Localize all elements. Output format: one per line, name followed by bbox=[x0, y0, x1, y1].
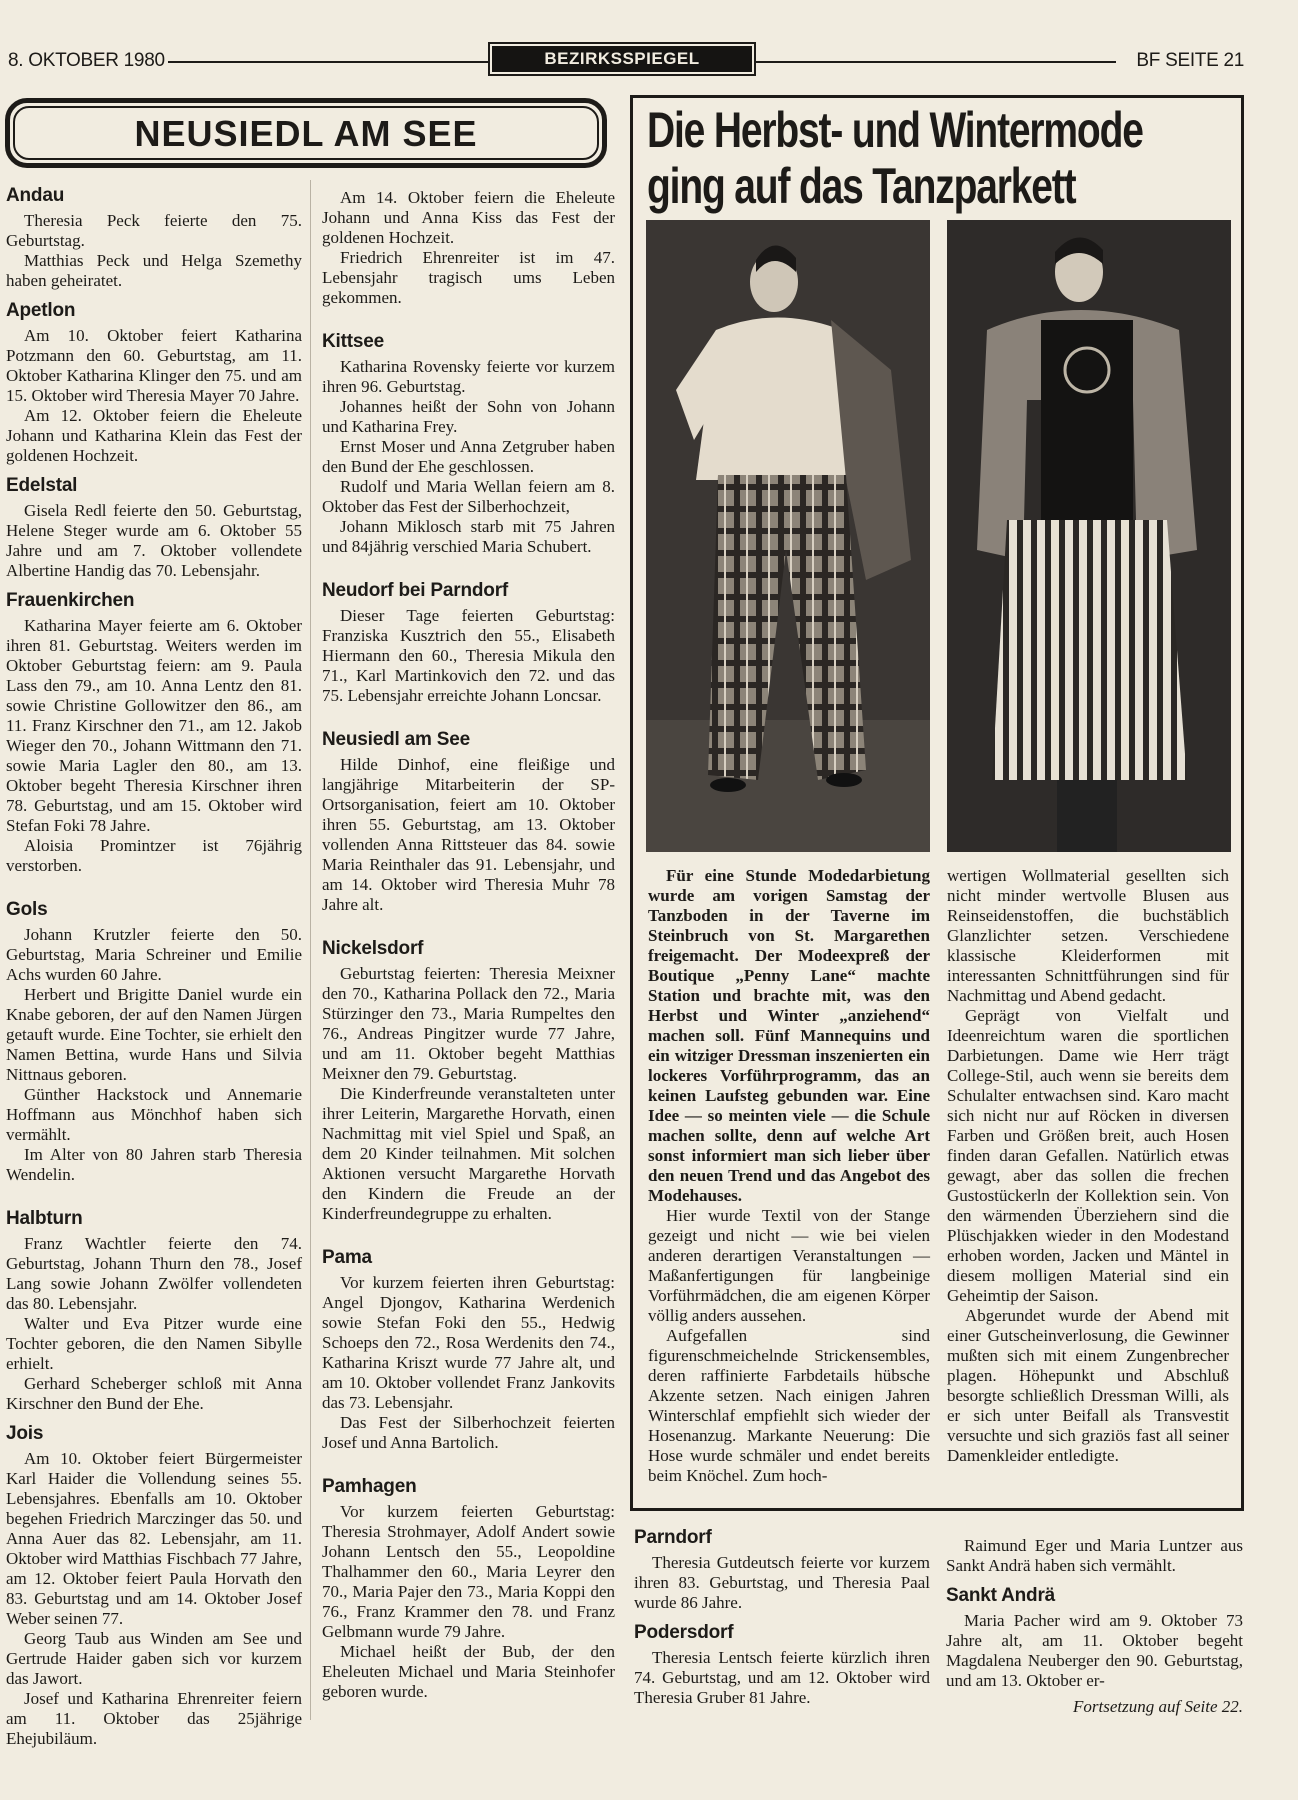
news-item: Michael heißt der Bub, der den Eheleuten Michael und Maria Steinhofer geboren wurde. bbox=[322, 1642, 615, 1701]
news-item: Franz Wachtler feierte den 74. Geburtstag, Johann Thurn den 78., Josef Lang sowie Johann Zwölfer vollendeten das 80. Lebensjahr. bbox=[6, 1234, 302, 1313]
news-item: Vor kurzem feierten Geburtstag: Theresia Strohmayer, Adolf Andert sowie Johann Lentsch den 55., Leopoldine Thalhammer den 60., Maria Leyrer den 70., Maria Pajer den 73., Maria Koppi den 76., Franz Krammer den 78. und Franz Gelbmann wurde 79 Jahre. bbox=[322, 1502, 615, 1641]
headline-line-2: ging auf das Tanzparkett bbox=[647, 158, 1076, 214]
section-heading: Neusiedl am See bbox=[322, 729, 471, 750]
photo-model-fur-jacket bbox=[947, 220, 1231, 852]
fashion-article bbox=[630, 95, 1244, 1511]
news-item: Am 10. Oktober feiert Bürgermeister Karl Haider die Vollendung seines 55. Lebensjahres. Ebenfalls am 10. Oktober begehen Friedrich Marczinger das 50. und Anna Auer das 82. Lebensjahr, am 11. Oktober wird Matthias Fischbach 77 Jahre, am 12. Oktober feiert Paula Horvath den 83. Geburtstag und am 14. Oktober Josef Weber seinen 77. bbox=[6, 1449, 302, 1628]
news-item: Friedrich Ehrenreiter ist im 47. Lebensjahr tragisch ums Leben gekommen. bbox=[322, 248, 615, 307]
news-item: Aloisia Promintzer ist 76jährig verstorben. bbox=[6, 836, 302, 875]
article-column-1 bbox=[648, 866, 930, 1486]
section-heading: Andau bbox=[6, 185, 65, 206]
news-item: Georg Taub aus Winden am See und Gertrude Haider gaben sich vor kurzem das Jawort. bbox=[6, 1629, 302, 1688]
photo-model-plaid-trousers bbox=[646, 220, 930, 852]
section-heading: Gols bbox=[6, 899, 48, 920]
news-item: Walter und Eva Pitzer wurde eine Tochter geboren, die den Namen Sibylle erhielt. bbox=[6, 1314, 302, 1373]
section-heading: Parndorf bbox=[634, 1527, 712, 1548]
column-divider bbox=[310, 180, 311, 1720]
news-item: Am 10. Oktober feiert Katharina Potzmann den 60. Geburtstag, am 11. Oktober Katharina Klinger den 75. und am 15. Oktober wird Theresia Mayer 70 Jahre. bbox=[6, 326, 302, 405]
news-item: Vor kurzem feierten ihren Geburtstag: Angel Djongov, Katharina Werdenich sowie Stefan Foki den 55., Hedwig Schoeps den 72., Rosa Werdenits den 74., Katharina Kriszt wurde 77 Jahre alt, und am 10. Oktober vollendet Franz Jankovits das 73. Lebensjahr. bbox=[322, 1273, 615, 1412]
section-heading: Neudorf bei Parndorf bbox=[322, 580, 509, 601]
article-headline bbox=[647, 102, 1240, 214]
news-item: Das Fest der Silberhochzeit feierten Josef und Anna Bartolich. bbox=[322, 1413, 615, 1452]
section-heading: Podersdorf bbox=[634, 1622, 734, 1643]
section-heading: Edelstal bbox=[6, 475, 78, 496]
article-lead: Für eine Stunde Modedarbietung wurde am vorigen Samstag der Tanzboden in der Taverne im Steinbruch von St. Margarethen freigemacht. Der Modeexpreß der Boutique „Penny Lane“ machte Station und brachte mit, was den Herbst und Winter „anziehend“ machen soll. Fünf Mannequins und ein witziger Dressman inszenierten ein lockeres Vorführprogramm, das an keinen Laufsteg gebunden war. Eine Idee — so meinten viele — die Schule machen sollte, denn auf welche Art sonst informiert man sich lieber über den neuen Trend und das Angebot des Modehauses. bbox=[648, 866, 930, 1205]
news-item: Katharina Mayer feierte am 6. Oktober ihren 81. Geburtstag. Weiters werden im Oktober Geburtstag feiern: am 9. Paula Lass den 79., am 10. Anna Lentz den 81. sowie Christine Gollowitzer den 86., am 11. Franz Kirschner den 71., am 12. Jakob Wieger den 70., Johann Wittmann den 71. sowie Maria Lagler den 80., am 13. Oktober begeht Theresia Kirschner ihren 78. Geburtstag, und am 15. Oktober wird Stefan Foki 78 Jahre. bbox=[6, 616, 302, 835]
region-banner-title: NEUSIEDL AM SEE bbox=[13, 106, 599, 160]
news-item: Rudolf und Maria Wellan feiern am 8. Oktober das Fest der Silberhochzeit, bbox=[322, 477, 615, 516]
news-column-2 bbox=[322, 188, 615, 1702]
section-label-box bbox=[488, 42, 756, 76]
section-heading: Pamhagen bbox=[322, 1476, 417, 1497]
news-item: Gisela Redl feierte den 50. Geburtstag, Helene Steger wurde am 6. Oktober 55 Jahre und am 7. Oktober vollendete Albertine Handig das 70. Lebensjahr. bbox=[6, 501, 302, 580]
article-paragraph: Hier wurde Textil von der Stange gezeigt und nicht — wie bei vielen anderen derartigen Veranstaltungen — Maßanfertigungen für langbeinige Vorführmädchen, die am eigenen Körper völlig anders aussehen. bbox=[648, 1206, 930, 1325]
news-item: Am 14. Oktober feiern die Eheleute Johann und Anna Kiss das Fest der goldenen Hochzeit. bbox=[322, 188, 615, 247]
news-item: Hilde Dinhof, eine fleißige und langjährige Mitarbeiterin der SP-Ortsorganisation, feiert am 10. Oktober ihren 55. Geburtstag, am 13. Oktober vollenden Anna Rittsteuer das 84. sowie Maria Reinthaler das 91. Lebensjahr, und am 14. Oktober wird Theresia Muhr 78 Jahre alt. bbox=[322, 755, 615, 914]
section-heading: Halbturn bbox=[6, 1208, 83, 1229]
masthead-rule-left bbox=[168, 61, 488, 63]
news-bottom-right bbox=[946, 1536, 1243, 1717]
section-heading: Apetlon bbox=[6, 300, 76, 321]
masthead bbox=[0, 40, 1298, 80]
section-heading: Jois bbox=[6, 1423, 44, 1444]
news-item: Am 12. Oktober feiern die Eheleute Johann und Katharina Klein das Fest der goldenen Hochzeit. bbox=[6, 406, 302, 465]
section-label: BEZIRKSSPIEGEL bbox=[492, 46, 752, 72]
news-item: Johann Krutzler feierte den 50. Geburtstag, Maria Schreiner und Emilie Achs wurden 60 Jahre. bbox=[6, 925, 302, 984]
news-item: Matthias Peck und Helga Szemethy haben geheiratet. bbox=[6, 251, 302, 290]
section-heading: Frauenkirchen bbox=[6, 590, 135, 611]
section-heading: Nickelsdorf bbox=[322, 938, 424, 959]
news-item: Herbert und Brigitte Daniel wurde ein Knabe geboren, der auf den Namen Jürgen getauft wurde. Eine Tochter, sie erhielt den Namen Bettina, wurde Hans und Silvia Nittnaus geboren. bbox=[6, 985, 302, 1084]
region-banner bbox=[5, 98, 607, 168]
news-item: Die Kinderfreunde veranstalteten unter ihrer Leiterin, Margarethe Horvath, einen Nachmittag mit viel Spiel und Spaß, an dem 20 Kinder teilnahmen. Mit solchen Aktionen versucht Margarethe Horvath den Kindern die Freude an der Kinderfreundegruppe zu erhalten. bbox=[322, 1084, 615, 1223]
news-item: Josef und Katharina Ehrenreiter feiern am 11. Oktober das 25jährige Ehejubiläum. bbox=[6, 1689, 302, 1748]
news-item: Johann Miklosch starb mit 75 Jahren und 84jährig verschied Maria Schubert. bbox=[322, 517, 615, 556]
news-item: Theresia Lentsch feierte kürzlich ihren 74. Geburtstag, und am 12. Oktober wird Theresia Gruber 81 Jahre. bbox=[634, 1648, 930, 1707]
article-paragraph: Abgerundet wurde der Abend mit einer Gutscheinverlosung, die Gewinner mußten sich mit einem Zungenbrecher plagen. Höhepunkt und Abschluß besorgte schließlich Dressman Willi, als er sich unter Beifall als Transvestit versuchte und sich graziös fast all seiner Damenkleider entledigte. bbox=[947, 1306, 1229, 1465]
masthead-rule-right bbox=[756, 61, 1116, 63]
news-item: Gerhard Scheberger schloß mit Anna Kirschner den Bund der Ehe. bbox=[6, 1374, 302, 1413]
news-column-1 bbox=[6, 184, 302, 1749]
news-item: Maria Pacher wird am 9. Oktober 73 Jahre alt, am 11. Oktober begeht Magdalena Neuberger den 90. Geburtstag, und am 13. Oktober er- bbox=[946, 1611, 1243, 1690]
section-heading: Sankt Andrä bbox=[946, 1585, 1056, 1606]
section-heading: Pama bbox=[322, 1247, 372, 1268]
article-column-2 bbox=[947, 866, 1229, 1466]
news-item: Dieser Tage feierten Geburtstag: Franziska Kusztrich den 55., Elisabeth Hiermann den 60., Theresia Mikula den 71., Karl Martinkovich den 72. und das 75. Lebensjahr erreichte Johann Loncsar. bbox=[322, 606, 615, 705]
news-item: Katharina Rovensky feierte vor kurzem ihren 96. Geburtstag. bbox=[322, 357, 615, 396]
news-item: Geburtstag feierten: Theresia Meixner den 70., Katharina Pollack den 72., Maria Stürzinger den 73., Maria Rumpeltes den 76., Andreas Pingitzer wurde 77 Jahre, und am 11. Oktober begeht Matthias Meixner den 79. Geburtstag. bbox=[322, 964, 615, 1083]
article-paragraph: wertigen Wollmaterial gesellten sich nicht minder wertvolle Blusen aus Reinseidenstoffen, die buchstäblich Glanzlichter setzen. Verschiedene klassische Kleiderformen mit interessanten Schnittführungen sind für Nachmittag und Abend gedacht. bbox=[947, 866, 1229, 1005]
article-paragraph: Aufgefallen sind figurenschmeichelnde Strickensembles, deren raffinierte Farbdetails hübsche Akzente setzen. Nach einigen Jahren Winterschlaf empfiehlt sich wieder der Hosenanzug. Markante Neuerung: Die Hose wurde schmäler und endet bereits beim Knöchel. Zum hoch- bbox=[648, 1326, 930, 1485]
issue-date: 8. OKTOBER 1980 bbox=[8, 50, 165, 71]
news-item: Theresia Gutdeutsch feierte vor kurzem ihren 83. Geburtstag, und Theresia Paal wurde 86 Jahre. bbox=[634, 1553, 930, 1612]
news-item: Günther Hackstock und Annemarie Hoffmann aus Mönchhof haben sich vermählt. bbox=[6, 1085, 302, 1144]
news-item: Johannes heißt der Sohn von Johann und Katharina Frey. bbox=[322, 397, 615, 436]
news-bottom-left bbox=[634, 1526, 930, 1708]
article-paragraph: Geprägt von Vielfalt und Ideenreichtum waren die sportlichen Darbietungen. Dame wie Herr trägt College-Stil, auch wenn sie bereits dem Schulalter entwachsen sind. Karo macht sich nicht nur auf Röcken in diversen Farben und Größen breit, auch Hosen finden daran Gefallen. Natürlich etwas gewagt, aber das sollen die frechen Gustostückerln der Kollektion sein. Von den wärmenden Überziehern sind die Plüschjakken wieder in den Modestand erhoben worden, Jacken und Mäntel in diesem molligen Material sind ein Geheimtip der Saison. bbox=[947, 1006, 1229, 1305]
headline-line-1: Die Herbst- und Wintermode bbox=[647, 102, 1143, 158]
news-item: Theresia Peck feierte den 75. Geburtstag. bbox=[6, 211, 302, 250]
news-item: Im Alter von 80 Jahren starb Theresia Wendelin. bbox=[6, 1145, 302, 1184]
page-number: BF SEITE 21 bbox=[1136, 50, 1244, 71]
news-item: Raimund Eger und Maria Luntzer aus Sankt Andrä haben sich vermählt. bbox=[946, 1536, 1243, 1575]
continuation-note: Fortsetzung auf Seite 22. bbox=[1073, 1697, 1243, 1716]
section-heading: Kittsee bbox=[322, 331, 384, 352]
news-item: Ernst Moser und Anna Zetgruber haben den Bund der Ehe geschlossen. bbox=[322, 437, 615, 476]
